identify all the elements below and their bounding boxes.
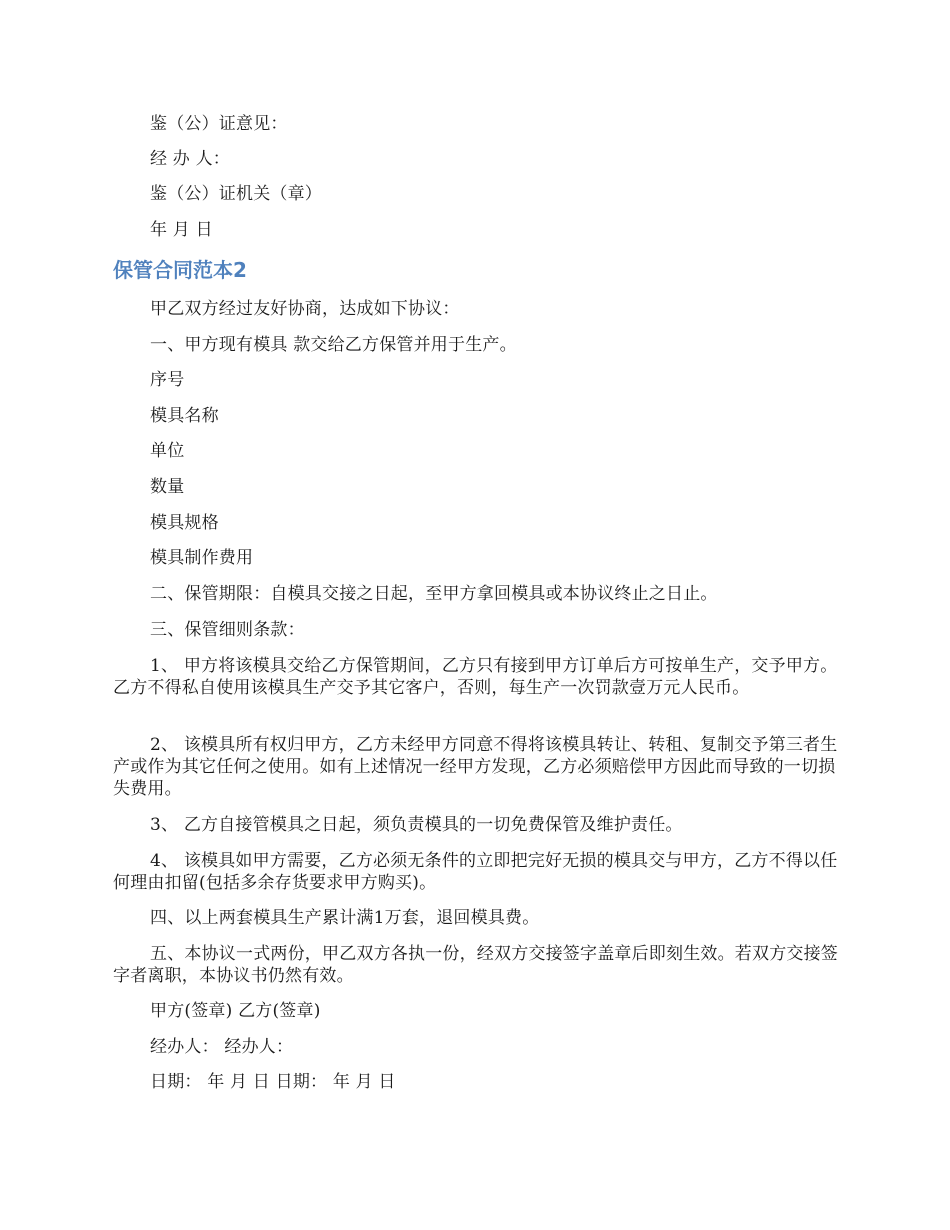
intro-paragraph: 甲乙双方经过友好协商，达成如下协议： bbox=[150, 299, 460, 319]
clause-3: 三、保管细则条款： bbox=[150, 620, 305, 640]
handlers-line: 经办人： 经办人： bbox=[150, 1037, 294, 1057]
table-field-mold-name: 模具名称 bbox=[150, 406, 219, 426]
table-field-quantity: 数量 bbox=[150, 477, 185, 497]
notarization-opinion: 鉴（公）证意见： bbox=[150, 114, 288, 134]
item-2: 2、 该模具所有权归甲方，乙方未经甲方同意不得将该模具转让、转租、复制交予第三者生产或作为其它任何之使用。如有上述情况一经甲方发现，乙方必须赔偿甲方因此而导致的一切损失费用。 bbox=[113, 735, 838, 799]
clause-2: 二、保管期限：自模具交接之日起，至甲方拿回模具或本协议终止之日止。 bbox=[150, 584, 718, 604]
table-field-unit: 单位 bbox=[150, 441, 185, 461]
table-field-mold-cost: 模具制作费用 bbox=[150, 548, 254, 568]
table-field-mold-spec: 模具规格 bbox=[150, 513, 219, 533]
clause-4: 四、以上两套模具生产累计满1万套，退回模具费。 bbox=[150, 908, 540, 928]
section-heading: 保管合同范本2 bbox=[113, 258, 247, 282]
item-4: 4、 该模具如甲方需要，乙方必须无条件的立即把完好无损的模具交与甲方，乙方不得以任何理由扣留(包括多余存货要求甲方购买)。 bbox=[113, 851, 838, 893]
item-1: 1、 甲方将该模具交给乙方保管期间，乙方只有接到甲方订单后方可按单生产，交予甲方。乙方不得私自使用该模具生产交予其它客户，否则，每生产一次罚款壹万元人民币。 bbox=[113, 656, 838, 698]
date-line: 年 月 日 bbox=[150, 220, 213, 240]
handler-line: 经 办 人： bbox=[150, 149, 231, 169]
dates-line: 日期： 年 月 日 日期： 年 月 日 bbox=[150, 1072, 396, 1092]
table-field-serial: 序号 bbox=[150, 370, 185, 390]
item-3: 3、 乙方自接管模具之日起，须负责模具的一切免费保管及维护责任。 bbox=[150, 815, 683, 835]
signature-line: 甲方(签章) 乙方(签章) bbox=[150, 1001, 321, 1021]
clause-5: 五、本协议一式两份，甲乙双方各执一份，经双方交接签字盖章后即刻生效。若双方交接签字者离职，本协议书仍然有效。 bbox=[113, 944, 838, 986]
clause-1: 一、甲方现有模具 款交给乙方保管并用于生产。 bbox=[150, 335, 517, 355]
notary-office-seal: 鉴（公）证机关（章） bbox=[150, 184, 322, 204]
